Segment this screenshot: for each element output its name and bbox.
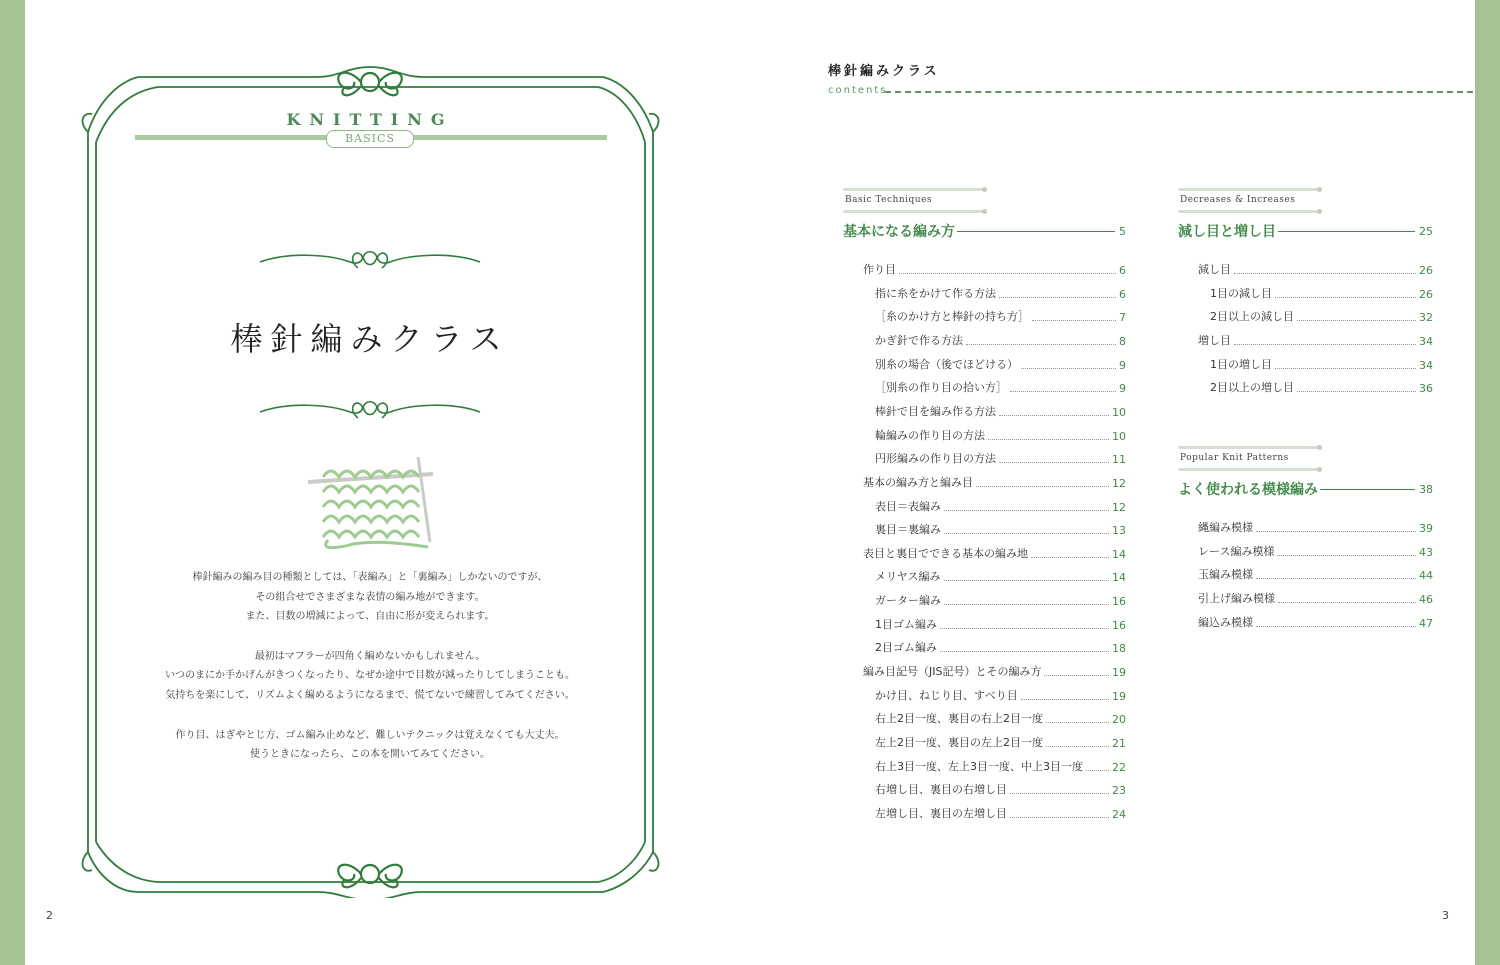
knitting-swatch-illustration [308, 457, 433, 548]
toc-entry-label: 右上2目一度、裏目の右上2目一度 [875, 712, 1043, 726]
toc-entry-page: 34 [1419, 358, 1433, 372]
toc-entry-page: 19 [1112, 666, 1126, 680]
toc-entry[interactable] [1210, 356, 1433, 372]
toc-entry-label: 2目以上の減し目 [1210, 310, 1294, 324]
toc-entry-label: ガーター編み [875, 594, 941, 608]
toc-entry-label: ［別糸の作り目の拾い方］ [875, 381, 1007, 395]
toc-entry-page: 13 [1112, 524, 1126, 538]
section-english-label: Basic Techniques [845, 195, 933, 205]
toc-entry[interactable] [863, 261, 1126, 277]
toc-entry-label: 縄編み模様 [1198, 521, 1253, 534]
section-title-text: 減し目と増し目 [1178, 224, 1276, 240]
toc-entry-page: 7 [1119, 311, 1126, 325]
toc-entry-label: 右増し目、裏目の右増し目 [875, 783, 1007, 797]
page-number-left: 2 [46, 909, 53, 922]
section-title[interactable] [843, 221, 1126, 241]
toc-entry-label: 引上げ編み模様 [1198, 591, 1275, 605]
section-title-rule [1278, 231, 1415, 232]
toc-entry-label: ［糸のかけ方と棒針の持ち方］ [875, 310, 1029, 324]
dot-leader [1256, 626, 1416, 627]
intro-paragraph: 作り目、はぎやとじ方、ゴム編み止めなど、難しいテクニックは覚えなくても大丈夫。 使うときになったら、この本を開いてみてください。 [175, 729, 565, 761]
toc-entry-page: 19 [1112, 689, 1126, 703]
dot-leader [899, 273, 1116, 274]
toc-entry[interactable] [875, 332, 1126, 348]
needle-decoration [843, 210, 983, 213]
toc-entry-page: 9 [1119, 358, 1126, 372]
header-dashed-rule [885, 91, 1473, 93]
section-title[interactable] [1178, 221, 1433, 241]
page-title: 棒針編みクラス [230, 320, 510, 358]
toc-entry-page: 43 [1419, 545, 1433, 559]
right-page-edge-band [1475, 0, 1500, 965]
toc-entry-label: 左上2目一度、裏目の左上2目一度 [875, 736, 1043, 749]
dot-leader [1297, 320, 1416, 321]
needle-decoration [1178, 468, 1318, 471]
toc-entry-label: 基本の編み方と編み目 [863, 475, 973, 489]
dot-leader [944, 580, 1109, 581]
dot-leader [1275, 297, 1416, 298]
toc-entry[interactable] [875, 592, 1126, 608]
toc-entry[interactable] [863, 545, 1126, 561]
toc-entry-label: 裏目＝裏編み [875, 523, 941, 537]
toc-entry-label: 別糸の場合（後でほどける） [875, 357, 1018, 371]
dot-leader [1046, 722, 1109, 723]
toc-entry-page: 10 [1112, 405, 1126, 419]
contents-header-title: 棒針編みクラス [828, 64, 940, 79]
toc-entry[interactable] [1210, 285, 1433, 301]
dot-leader [999, 415, 1109, 416]
toc-entry[interactable] [875, 758, 1126, 774]
toc-entry[interactable] [875, 616, 1126, 632]
toc-entry-label: 1目ゴム編み [875, 617, 937, 631]
toc-entry-label: かけ目、ねじり目、すべり目 [875, 688, 1018, 702]
dot-leader [1010, 391, 1116, 392]
toc-entry-page: 16 [1112, 618, 1126, 632]
dot-leader [1256, 578, 1416, 579]
toc-entry-label: かぎ針で作る方法 [875, 333, 963, 347]
toc-entry-page: 22 [1112, 760, 1126, 774]
dot-leader [999, 462, 1109, 463]
dot-leader [1021, 368, 1116, 369]
section-title-rule [1320, 489, 1415, 490]
section-page-number: 38 [1419, 482, 1433, 496]
toc-entry-page: 12 [1112, 500, 1126, 514]
toc-entry-label: 指に糸をかけて作る方法 [875, 286, 996, 300]
dot-leader [999, 297, 1116, 298]
toc-entry-page: 46 [1419, 592, 1433, 606]
dot-leader [976, 486, 1109, 487]
toc-entry-page: 12 [1112, 476, 1126, 490]
toc-entry[interactable] [875, 427, 1126, 443]
toc-entry-page: 6 [1119, 287, 1126, 301]
dot-leader [940, 651, 1109, 652]
toc-entry-label: 玉編み模様 [1198, 568, 1253, 582]
page-number-right: 3 [1442, 909, 1449, 922]
toc-entry[interactable] [1198, 614, 1433, 630]
toc-entry-page: 6 [1119, 264, 1126, 277]
dot-leader [1046, 746, 1109, 747]
toc-entry-page: 11 [1112, 453, 1126, 467]
toc-entry[interactable] [875, 710, 1126, 726]
toc-entry-page: 32 [1419, 311, 1433, 325]
toc-entry-page: 14 [1112, 547, 1126, 561]
dot-leader [1032, 320, 1116, 321]
needle-decoration [843, 188, 983, 191]
toc-entry[interactable] [875, 781, 1126, 797]
dot-leader [1010, 793, 1109, 794]
toc-entry[interactable] [1198, 590, 1433, 606]
toc-entry[interactable] [875, 639, 1126, 655]
dot-leader [988, 439, 1109, 440]
toc-entry[interactable] [1198, 519, 1433, 535]
toc-entry-page: 36 [1419, 382, 1433, 396]
dot-leader [1277, 555, 1416, 556]
toc-entry[interactable] [863, 474, 1126, 490]
section-title[interactable] [1178, 479, 1433, 499]
toc-entry-label: 作り目 [863, 263, 896, 276]
toc-entry-page: 8 [1119, 334, 1126, 348]
dot-leader [966, 344, 1116, 345]
toc-entry-label: メリヤス編み [875, 570, 941, 584]
toc-entry[interactable] [875, 379, 1126, 395]
dot-leader [1278, 602, 1416, 603]
emblem-title: KNITTING [286, 110, 454, 129]
dot-leader [944, 604, 1109, 605]
needle-decoration [1178, 210, 1318, 213]
toc-entry-page: 39 [1419, 522, 1433, 535]
toc-entry-page: 23 [1112, 784, 1126, 798]
toc-entry-page: 14 [1112, 571, 1126, 585]
toc-entry-label: 表目と裏目でできる基本の編み地 [863, 546, 1028, 560]
toc-entry[interactable] [1198, 566, 1433, 582]
contents-header-label: contents [828, 85, 888, 96]
toc-entry[interactable] [875, 308, 1126, 324]
toc-entry-label: レース編み模様 [1198, 544, 1275, 558]
dot-leader [1086, 770, 1109, 771]
toc-entry-label: 棒針で目を編み作る方法 [875, 404, 996, 418]
section-title-text: 基本になる編み方 [843, 224, 955, 240]
toc-entry-label: 2目ゴム編み [875, 641, 937, 655]
section-english-label: Decreases & Increases [1180, 195, 1296, 205]
section-title-rule [957, 231, 1115, 232]
toc-entry[interactable] [875, 521, 1126, 537]
left-page-edge-band [0, 0, 25, 965]
toc-entry-page: 21 [1112, 737, 1126, 750]
dot-leader [1275, 368, 1416, 369]
toc-entry[interactable] [875, 403, 1126, 419]
toc-entry[interactable] [875, 356, 1126, 372]
toc-entry-label: 右上3目一度、左上3目一度、中上3目一度 [875, 759, 1083, 773]
toc-entry-page: 34 [1419, 334, 1433, 348]
toc-entry-page: 16 [1112, 595, 1126, 609]
dot-leader [1010, 817, 1109, 818]
toc-entry-page: 20 [1112, 713, 1126, 727]
section-title-text: よく使われる模様編み [1178, 482, 1318, 498]
section-page-number: 25 [1419, 224, 1433, 238]
needle-decoration [1178, 446, 1318, 449]
toc-entry[interactable] [875, 568, 1126, 584]
dot-leader [1234, 273, 1416, 274]
toc-entry-page: 10 [1112, 429, 1126, 443]
dot-leader [1297, 391, 1416, 392]
toc-entry[interactable] [875, 734, 1126, 750]
toc-entry-label: 1目の減し目 [1210, 286, 1272, 300]
dot-leader [1044, 675, 1109, 676]
dot-leader [944, 510, 1109, 511]
toc-entry-page: 26 [1419, 287, 1433, 301]
intro-paragraph: 最初はマフラーが四角く編めないかもしれません。 いつのまにか手かげんがきつくなったり、なぜか途中で目数が減ったりしてしまうことも。 気持ちを楽にして、リズムよく編めるようになるまで、慌てないで練習してみてください。 [165, 650, 575, 701]
toc-entry-label: 左増し目、裏目の左増し目 [875, 806, 1007, 820]
toc-entry-label: 1目の増し目 [1210, 357, 1272, 371]
toc-entry[interactable] [1210, 308, 1433, 324]
toc-entry[interactable] [1198, 261, 1433, 277]
toc-entry-label: 編み目記号（JIS記号）とその編み方 [863, 665, 1042, 679]
dot-leader [1256, 531, 1416, 532]
toc-entry-label: 輪編みの作り目の方法 [875, 428, 985, 442]
dot-leader [940, 628, 1109, 629]
intro-text [130, 568, 610, 785]
dot-leader [1021, 699, 1109, 700]
toc-entry[interactable] [875, 687, 1126, 703]
toc-entry-page: 26 [1419, 264, 1433, 277]
intro-paragraph: 棒針編みの編み目の種類としては、「表編み」と「裏編み」しかないのですが、 その組合せでさまざまな表情の編み地ができます。 また、目数の増減によって、自由に形が変えられます。 [192, 572, 548, 623]
dot-leader [1031, 557, 1109, 558]
toc-entry[interactable] [863, 663, 1126, 679]
dot-leader [944, 533, 1109, 534]
toc-entry-page: 18 [1112, 642, 1126, 656]
toc-entry-page: 9 [1119, 382, 1126, 396]
toc-entry[interactable] [1210, 379, 1433, 395]
toc-entry-label: 減し目 [1198, 263, 1231, 276]
toc-entry-label: 表目＝表編み [875, 499, 941, 513]
toc-entry[interactable] [875, 285, 1126, 301]
toc-entry-page: 47 [1419, 616, 1433, 630]
toc-entry-label: 増し目 [1198, 333, 1231, 347]
toc-entry-label: 円形編みの作り目の方法 [875, 452, 996, 466]
toc-entry-page: 44 [1419, 569, 1433, 583]
needle-decoration [1178, 188, 1318, 191]
toc-entry[interactable] [875, 805, 1126, 821]
toc-entry[interactable] [1198, 543, 1433, 559]
section-english-label: Popular Knit Patterns [1180, 453, 1289, 463]
emblem-subtitle: BASICS [326, 130, 414, 148]
toc-entry-label: 編込み模様 [1198, 615, 1253, 629]
toc-entry[interactable] [875, 450, 1126, 466]
section-page-number: 5 [1119, 224, 1126, 238]
toc-entry[interactable] [875, 498, 1126, 514]
toc-entry-label: 2目以上の増し目 [1210, 381, 1294, 395]
toc-entry-page: 24 [1112, 807, 1126, 821]
dot-leader [1234, 344, 1416, 345]
toc-entry[interactable] [1198, 332, 1433, 348]
